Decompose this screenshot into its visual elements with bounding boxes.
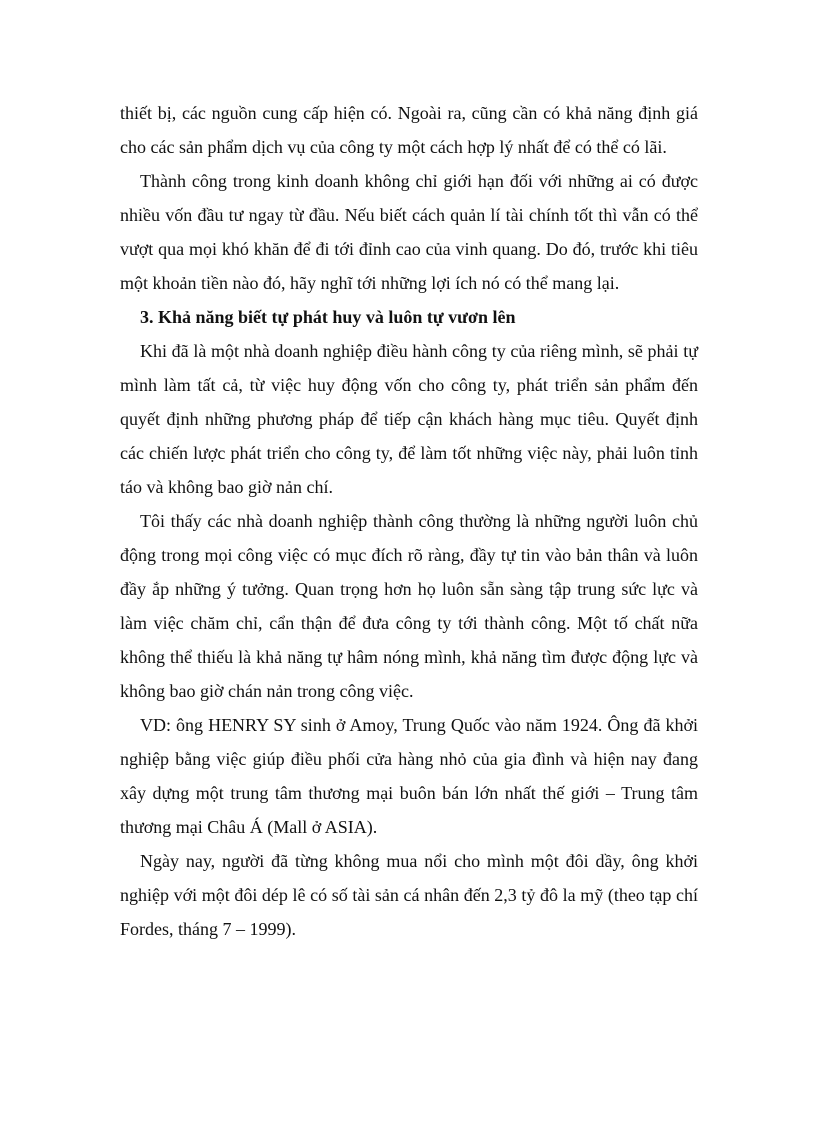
paragraph-example-henry-sy: VD: ông HENRY SY sinh ở Amoy, Trung Quốc vào năm 1924. Ông đã khởi nghiệp bằng việc giúp điều phối cửa hàng nhỏ của gia đình và hiện nay đang xây dựng một trung tâm thương mại buôn bán lớn nhất thế giới – Trung tâm thương mại Châu Á (Mall ở ASIA). [120,715,698,837]
paragraph-successful-entrepreneurs: Tôi thấy các nhà doanh nghiệp thành công thường là những người luôn chủ động trong mọi công việc có mục đích rõ ràng, đầy tự tin vào bản thân và luôn đầy ắp những ý tưởng. Quan trọng hơn họ luôn sẵn sàng tập trung sức lực và làm việc chăm chỉ, cẩn thận để đưa công ty tới thành công. Một tố chất nữa không thể thiếu là khả năng tự hâm nóng mình, khả năng tìm được động lực và không bao giờ chán nản trong công việc. [120,511,698,701]
paragraph-self-reliance: Khi đã là một nhà doanh nghiệp điều hành công ty của riêng mình, sẽ phải tự mình làm tất cả, từ việc huy động vốn cho công ty, phát triển sản phẩm đến quyết định những phương pháp để tiếp cận khách hàng mục tiêu. Quyết định các chiến lược phát triển cho công ty, để làm tốt những việc này, phải luôn tỉnh táo và không bao giờ nản chí. [120,341,698,497]
document-body [120,96,698,946]
paragraph-continuation: thiết bị, các nguồn cung cấp hiện có. Ngoài ra, cũng cần có khả năng định giá cho các sản phẩm dịch vụ của công ty một cách hợp lý nhất để có thể có lãi. [120,103,698,157]
paragraph-henry-sy-wealth: Ngày nay, người đã từng không mua nổi cho mình một đôi dầy, ông khởi nghiệp với một đôi dép lê có số tài sản cá nhân đến 2,3 tỷ đô la mỹ (theo tạp chí Fordes, tháng 7 – 1999). [120,851,698,939]
section-heading-3: 3. Khả năng biết tự phát huy và luôn tự vươn lên [140,307,516,327]
paragraph-financial-management: Thành công trong kinh doanh không chỉ giới hạn đối với những ai có được nhiều vốn đầu tư ngay từ đầu. Nếu biết cách quản lí tài chính tốt thì vẫn có thể vượt qua mọi khó khăn để đi tới đỉnh cao của vinh quang. Do đó, trước khi tiêu một khoản tiền nào đó, hãy nghĩ tới những lợi ích nó có thể mang lại. [120,171,698,293]
